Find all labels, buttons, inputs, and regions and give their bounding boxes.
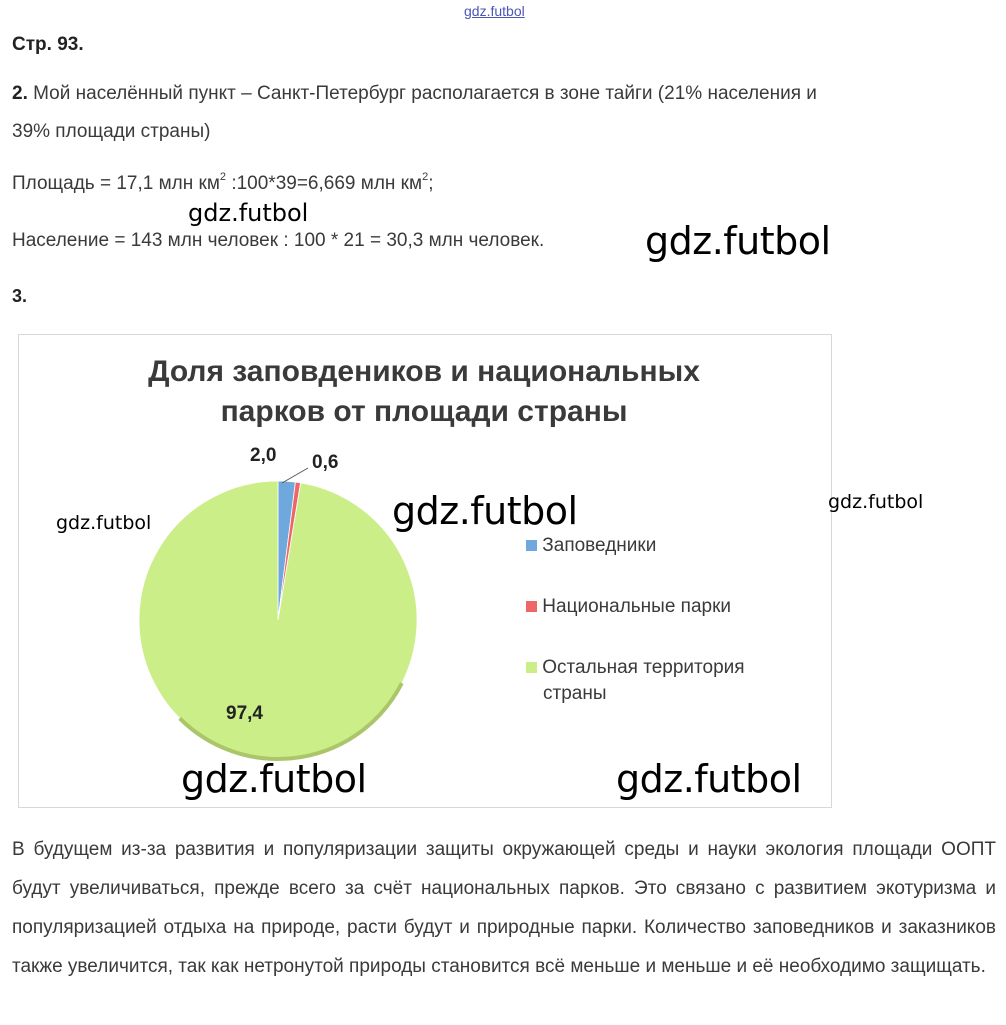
watermark: gdz.futbol <box>181 757 367 801</box>
task2-number: 2. <box>12 83 28 104</box>
data-label-parks: 0,6 <box>312 452 339 473</box>
task3-number: 3. <box>12 286 28 306</box>
data-label-reserves: 2,0 <box>250 445 277 466</box>
chart-title-line1: Доля заповдеников и национальных <box>148 355 700 388</box>
area-formula-part2: :100*39=6,669 млн км <box>226 173 423 194</box>
site-link[interactable]: gdz.futbol <box>464 3 525 19</box>
population-formula: Население = 143 млн человек : 100 * 21 = 30,3 млн человек. <box>12 230 545 251</box>
legend-item-reserves <box>526 533 656 559</box>
watermark: gdz.futbol <box>616 757 802 801</box>
area-formula-part1: Площадь = 17,1 млн км <box>12 173 220 194</box>
legend-swatch <box>526 662 537 673</box>
task2-text-line2: 39% площади страны) <box>12 121 211 142</box>
legend-item-parks <box>526 594 731 620</box>
watermark: gdz.futbol <box>392 489 578 533</box>
conclusion-paragraph: В будущем из-за развития и популяризации защиты окружающей среды и науки экология площади ООПТ будут увеличиваться, прежде всего за счёт национальных парков. Это связано с развитием экотуризма и популяризацией отдыха на природе, расти будут и природные парки. Количество заповедников и заказников также увеличится, так как нетронутой природы становится всё меньше и меньше и её необходимо защищать. <box>12 839 996 977</box>
watermark: gdz.futbol <box>56 512 152 534</box>
legend-label: Национальные парки <box>542 596 732 617</box>
watermark: gdz.futbol <box>188 199 309 227</box>
legend-label-line2: страны <box>543 683 607 704</box>
legend-swatch <box>526 540 537 551</box>
page-number: Стр. 93. <box>12 34 84 55</box>
legend-label: Заповедники <box>542 535 657 556</box>
watermark: gdz.futbol <box>645 219 831 263</box>
area-formula-part3: ; <box>428 173 434 194</box>
pie-slices <box>139 468 417 759</box>
data-label-rest: 97,4 <box>226 703 263 724</box>
leader-line <box>282 468 308 483</box>
area-sup-2: 2 <box>422 170 429 183</box>
legend-item-rest <box>526 655 745 707</box>
chart-title-line2: парков от площади страны <box>220 395 628 428</box>
task2-text-line1: Мой населённый пункт – Санкт-Петербург располагается в зоне тайги (21% населения и <box>33 83 817 104</box>
legend-swatch <box>526 601 537 612</box>
legend-label: Остальная территория <box>542 657 745 678</box>
area-sup-1: 2 <box>219 170 227 183</box>
watermark: gdz.futbol <box>828 491 924 513</box>
